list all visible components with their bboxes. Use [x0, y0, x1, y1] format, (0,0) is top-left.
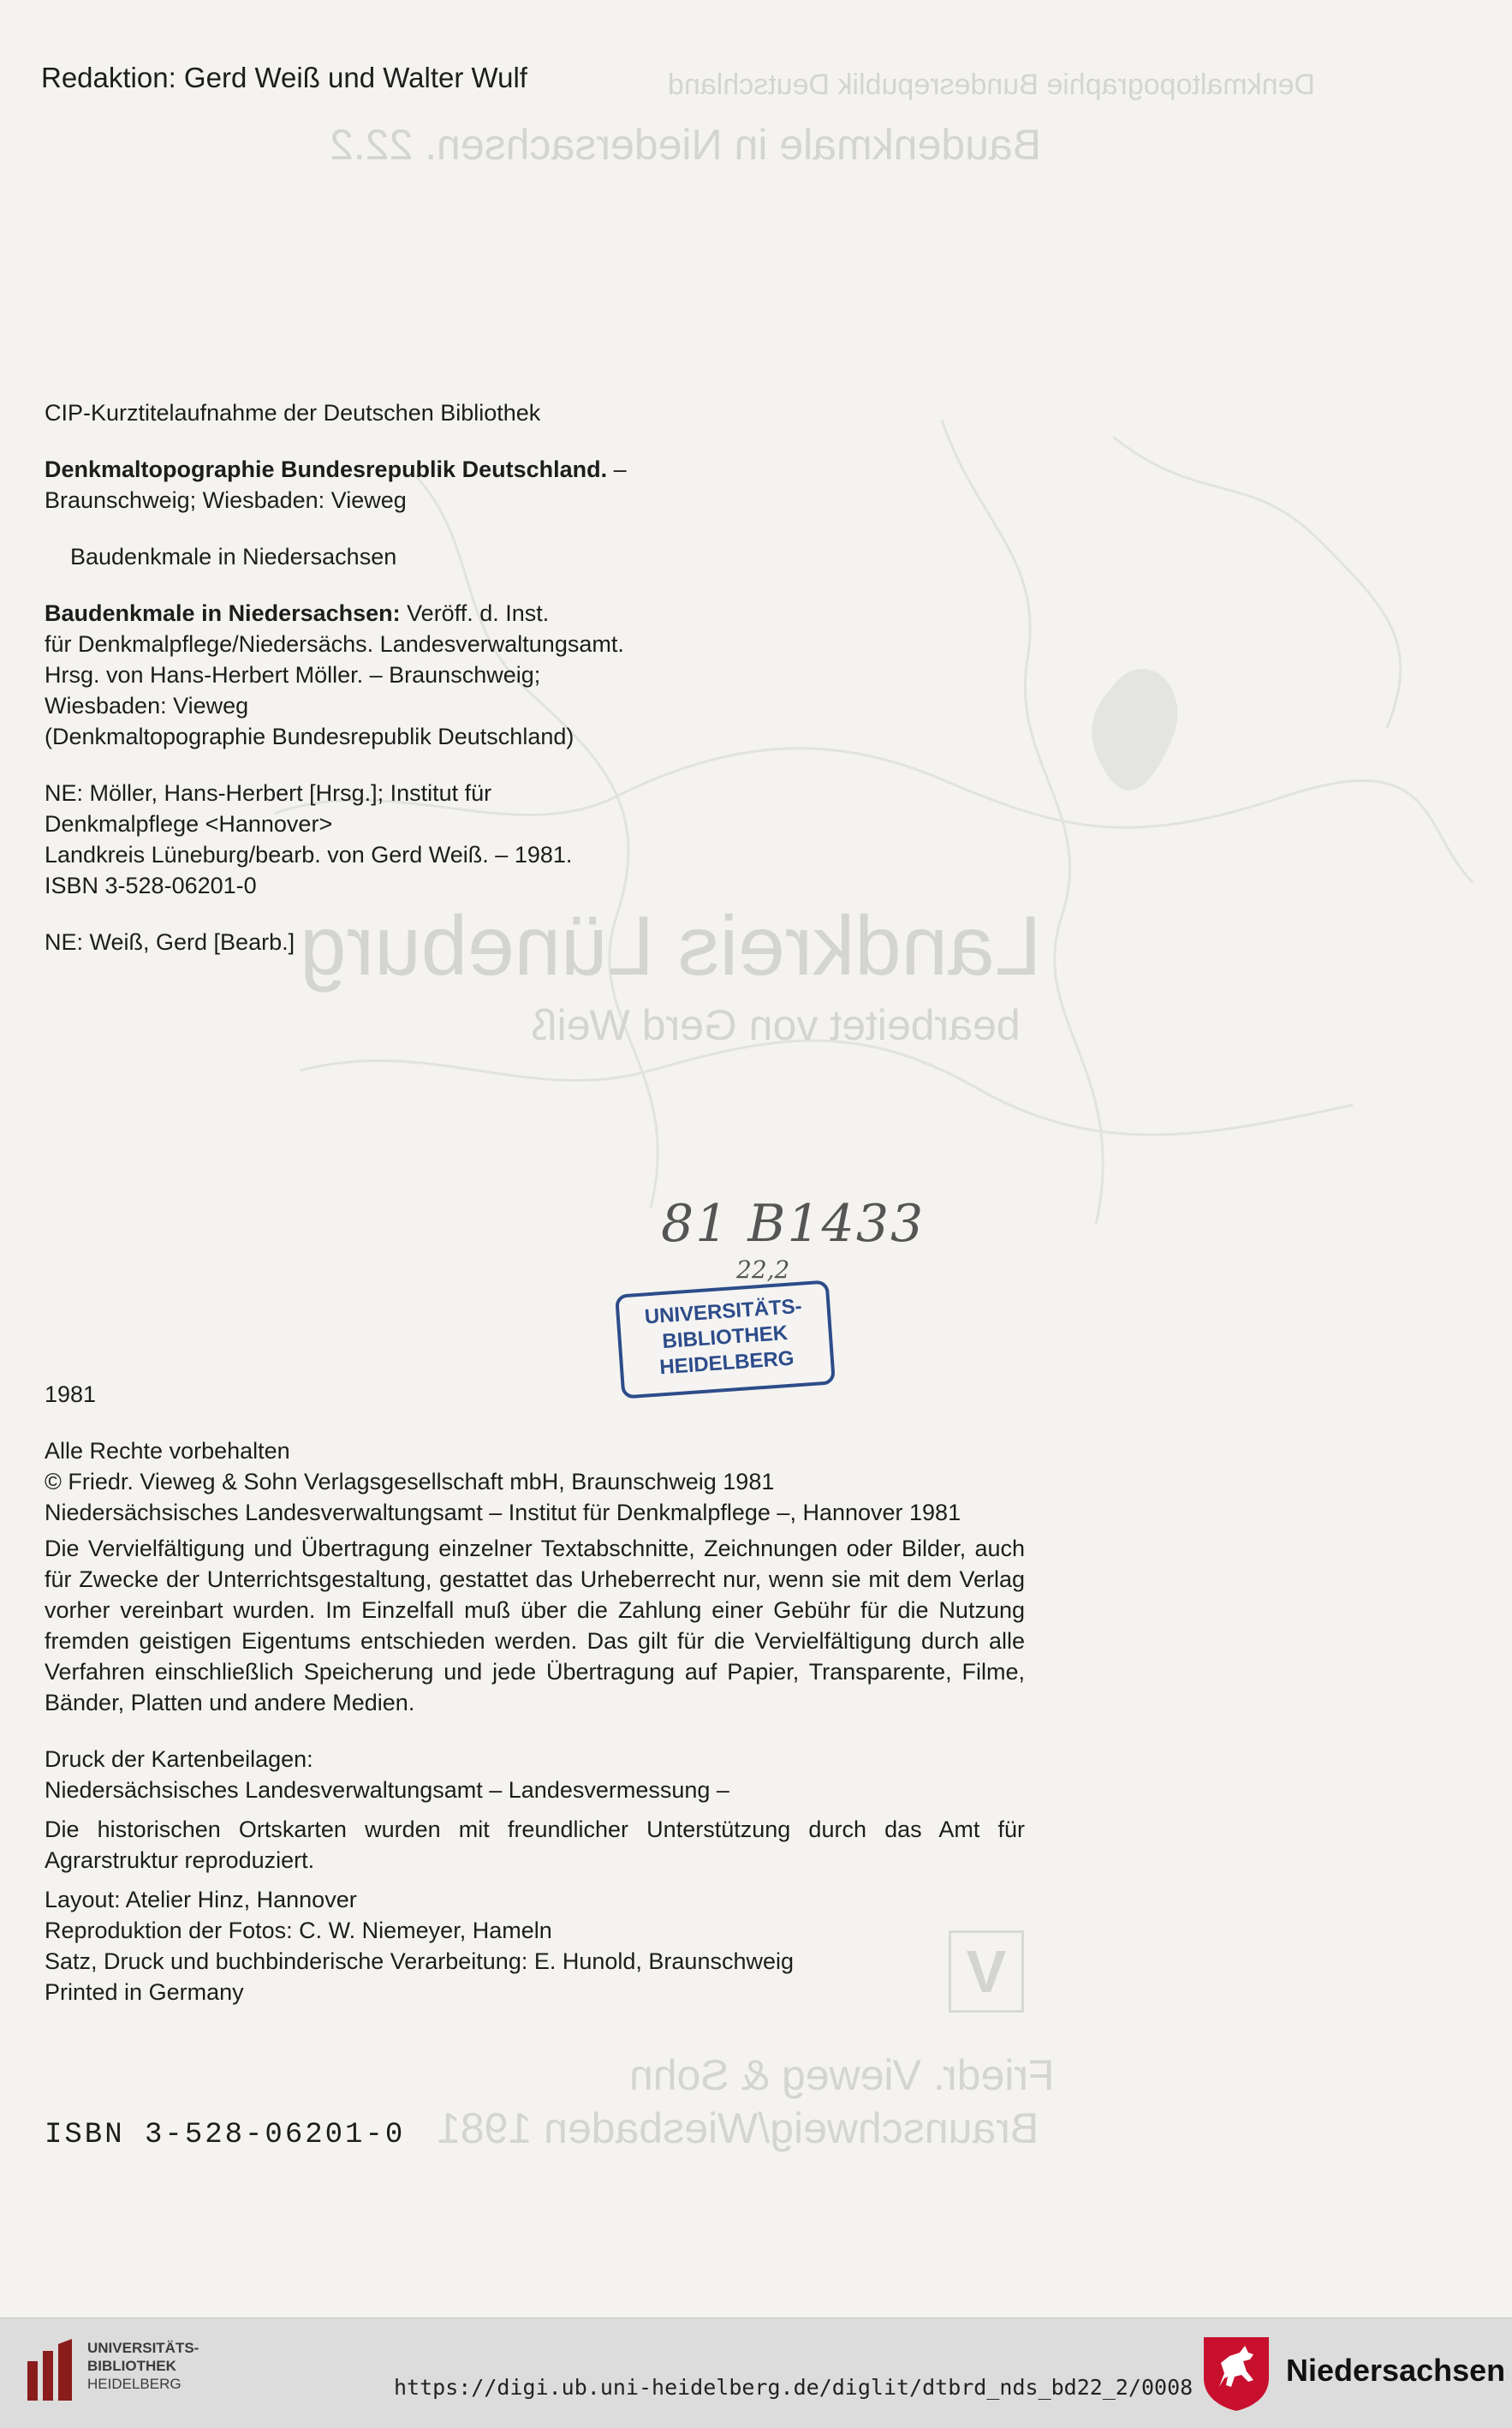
handwritten-shelfmark: 81 B1433	[661, 1194, 926, 1254]
copyright-institute: Niedersächsisches Landesverwaltungsamt – Institut für Denkmalpflege –, Hannover 1981	[45, 1500, 961, 1525]
ub-wordmark-line1: UNIVERSITÄTS-	[87, 2340, 199, 2356]
ub-heidelberg-wordmark[interactable]	[87, 2339, 199, 2393]
cip-entry-line4: Wiesbaden: Vieweg	[45, 693, 249, 719]
maps-note: Die historischen Ortskarten wurden mit freundlicher Unterstützung durch das Amt für Agrarstruktur reproduziert.	[45, 1817, 1025, 1873]
cip-ne2: NE: Weiß, Gerd [Bearb.]	[45, 929, 295, 955]
cip-series-dash: –	[607, 456, 627, 482]
cip-series-place: Braunschweig; Wiesbaden: Vieweg	[45, 487, 407, 513]
niedersachsen-horse-icon[interactable]	[1200, 2334, 1272, 2413]
credit-photos: Reproduktion der Fotos: C. W. Niemeyer, Hameln	[45, 1918, 552, 1943]
ghost-volume-line: Baudenkmale in Niedersachsen. 22.2	[330, 121, 1042, 169]
ghost-title: Landkreis Lüneburg	[300, 898, 1042, 993]
ghost-series-line: Denkmaltopographie Bundesrepublik Deutschland	[668, 69, 1316, 101]
imprint-block	[45, 1379, 1025, 2007]
editors-line: Redaktion: Gerd Weiß und Walter Wulf	[41, 62, 527, 93]
permalink-url[interactable]: https://digi.ub.uni-heidelberg.de/diglit/dtbrd_nds_bd22_2/0008	[394, 2375, 1194, 2400]
cip-entry-title: Baudenkmale in Niedersachsen:	[45, 600, 401, 626]
ghost-publisher-logo: V	[949, 1930, 1024, 2013]
isbn-ocr-line: ISBN 3-528-06201-0	[45, 2119, 406, 2151]
cip-subseries: Baudenkmale in Niedersachsen	[70, 544, 397, 570]
cip-entry-line3: Hrsg. von Hans-Herbert Möller. – Braunschweig;	[45, 662, 541, 688]
cip-ne1-line1: NE: Möller, Hans-Herbert [Hrsg.]; Institut für	[45, 780, 492, 806]
cip-entry-line5: (Denkmaltopographie Bundesrepublik Deutschland)	[45, 724, 574, 749]
rights-reserved: Alle Rechte vorbehalten	[45, 1438, 290, 1464]
copyright-notice: Die Vervielfältigung und Übertragung einzelner Textabschnitte, Zeichnungen oder Bilder, auch für Zwecke der Unterrichtsgestaltung, gestattet das Urheberrecht nur, wenn sie mit dem Verlag vorher vereinbart wurden. Im Einzelfall muß über die Zahlung einer Gebühr für die Nutzung fremden geistigen Eigentums entschieden werden. Das gilt für die Vervielfältigung durch alle Verfahren einschließlich Speicherung und jede Übertragung auf Papier, Transparente, Filme, Bänder, Platten und andere Medien.	[45, 1536, 1025, 1715]
ghost-publisher-place: Braunschweig/Wiesbaden 1981	[437, 2104, 1039, 2152]
cip-catalogue-entry	[45, 397, 1038, 957]
cip-series-title: Denkmaltopographie Bundesrepublik Deutschland.	[45, 456, 608, 482]
footer-bar	[0, 2318, 1512, 2428]
printed-in: Printed in Germany	[45, 1979, 244, 2005]
ghost-publisher-name: Friedr. Vieweg & Sohn	[629, 2051, 1055, 2099]
stamp-line3: HEIDELBERG	[658, 1346, 795, 1380]
cip-ne1-isbn: ISBN 3-528-06201-0	[45, 873, 257, 898]
imprint-year: 1981	[45, 1381, 97, 1407]
ghost-subtitle: bearbeitet von Gerd Weiß	[531, 1001, 1021, 1049]
ub-wordmark-line2: BIBLIOTHEK	[87, 2358, 176, 2374]
stamp-line2: BIBLIOTHEK	[661, 1321, 789, 1354]
cip-entry-rest: Veröff. d. Inst.	[400, 600, 550, 626]
niedersachsen-wordmark[interactable]: Niedersachsen	[1286, 2353, 1506, 2388]
stamp-line1: UNIVERSITÄTS-	[643, 1294, 803, 1329]
credit-layout: Layout: Atelier Hinz, Hannover	[45, 1887, 357, 1912]
cip-heading: CIP-Kurztitelaufnahme der Deutschen Bibliothek	[45, 400, 541, 426]
ub-wordmark-line3: HEIDELBERG	[87, 2376, 182, 2392]
copyright-publisher: © Friedr. Vieweg & Sohn Verlagsgesellschaft mbH, Braunschweig 1981	[45, 1469, 775, 1494]
cip-entry-line2: für Denkmalpflege/Niedersächs. Landesverwaltungsamt.	[45, 631, 624, 657]
cip-ne1-line2: Denkmalpflege <Hannover>	[45, 811, 333, 837]
handwritten-volume: 22,2	[736, 1256, 790, 1284]
ub-heidelberg-logo-icon[interactable]	[24, 2336, 75, 2404]
maps-by: Niedersächsisches Landesverwaltungsamt – Landesvermessung –	[45, 1777, 729, 1803]
maps-heading: Druck der Kartenbeilagen:	[45, 1746, 313, 1772]
cip-ne1-line3: Landkreis Lüneburg/bearb. von Gerd Weiß. – 1981.	[45, 842, 573, 868]
cip-entry-line1	[45, 598, 1038, 629]
credit-printing: Satz, Druck und buchbinderische Verarbeitung: E. Hunold, Braunschweig	[45, 1948, 795, 1974]
cip-series	[45, 454, 1038, 485]
